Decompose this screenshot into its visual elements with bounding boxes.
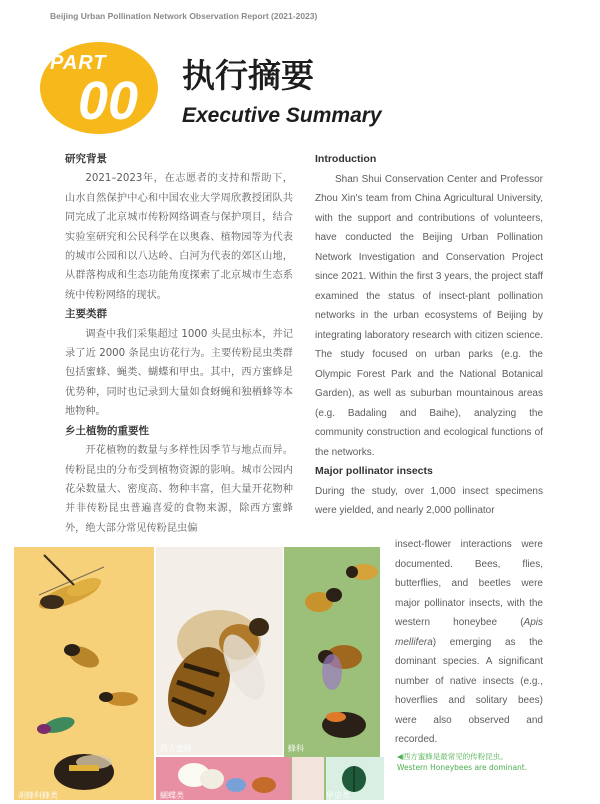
blue-butterfly xyxy=(226,778,246,792)
paragraph-major-pollinators-continued xyxy=(395,535,543,750)
text-segment: ) emerging as the dominant species. A significant number of native insects (e.g., hoverflies and solitary bees) were also observed and recorded. xyxy=(395,636,543,745)
part-number: 00 xyxy=(78,71,139,131)
page-title-en: Executive Summary xyxy=(182,104,382,127)
running-head: Beijing Urban Pollination Network Observation Report (2021-2023) xyxy=(50,11,318,21)
caption-cn: ◀西方蜜蜂是最常见的传粉昆虫。 xyxy=(397,752,508,761)
photo-caption xyxy=(397,752,557,773)
hoverfly xyxy=(346,564,378,580)
paragraph-introduction: Shan Shui Conservation Center and Professor Zhou Xin's team from China Agricultural University, with the support and contributions of volunteers, have conducted the Beijing Urban Pollination Network Investigation and Conservation Project since 2021. Within the first 3 years, the project staff examined the status of insect-plant pollination networks in the urban ecosystems of Beijing by integrating laboratory research with citizen science. The study focused on urban parks (e.g. the Olympic Forest Park and the National Botanical Garden), as well as suburban mountainous areas (e.g. Badaling and Baihe), analyzing the community construction and ecological functions of the networks. xyxy=(315,173,543,458)
species-name: Apis mellifera xyxy=(395,617,543,648)
insect-photo-collage xyxy=(14,547,384,800)
paragraph-native-plants: 开花植物的数量与多样性因季节与地点而异。传粉昆虫的分布受到植物资源的影响。城市公园内花朵数量大、密度高、物种丰富，但大量开花物种并非传粉昆虫普遍喜爱的食物来源，除西方蜜蜂外，绝大部分常见传粉昆虫偏 xyxy=(65,445,293,534)
english-column xyxy=(315,150,543,521)
page-title-cn: 执行摘要 xyxy=(182,56,314,95)
label-wasp: 胡蜂科蜂类 xyxy=(18,791,58,800)
bumblebee xyxy=(54,754,114,790)
part-label: PART xyxy=(50,52,107,74)
beetle xyxy=(342,766,366,792)
heading-major-groups: 主要类群 xyxy=(65,308,107,321)
label-bees: 蜂科 xyxy=(288,744,304,753)
text-segment: insect-flower interactions were documented. Bees, flies, butterflies, and beetles were major pollinator insects, with the western honeybee ( xyxy=(395,539,543,628)
heading-introduction: Introduction xyxy=(315,153,377,165)
panel-light xyxy=(292,757,324,800)
caption-en: Western Honeybees are dominant. xyxy=(397,762,528,772)
heading-native-plants: 乡土植物的重要性 xyxy=(65,424,149,437)
chinese-column xyxy=(65,150,293,538)
heading-research-background: 研究背景 xyxy=(65,153,107,165)
paragraph-major-pollinators-start: During the study, over 1,000 insect specimens were yielded, and nearly 2,000 pollinator xyxy=(315,485,543,516)
heading-major-pollinators: Major pollinator insects xyxy=(315,465,433,477)
label-butterfly: 蝴蝶类 xyxy=(160,791,184,800)
bee-green-panel-3 xyxy=(322,712,366,738)
collage-image xyxy=(14,547,384,800)
label-honeybee: 西方蜜蜂 xyxy=(160,744,192,753)
label-beetle: 甲虫类 xyxy=(326,791,350,800)
orange-butterfly xyxy=(252,777,276,793)
paragraph-research-background: 2021–2023年，在志愿者的支持和帮助下，山水自然保护中心和中国农业大学周欣教授团队共同完成了北京城市传粉网络调查与保护项目，结合实验室研究和公民科学在以奥森、植物园等为代表的城市公园和以八达岭、白河为代表的郊区山地，从群落构成和生态功能角度探索了北京城市生态系统中传粉网络的现状。 xyxy=(65,173,293,301)
paragraph-major-groups: 调查中我们采集超过 1000 头昆虫标本，并记录了近 2000 条昆虫访花行为。主要传粉昆虫类群包括蜜蜂、蝇类、蝴蝶和甲虫。其中，西方蜜蜂是优势种，同时也记录到大量如食蚜蝇和独栖蜂等本地物种。 xyxy=(65,328,293,418)
